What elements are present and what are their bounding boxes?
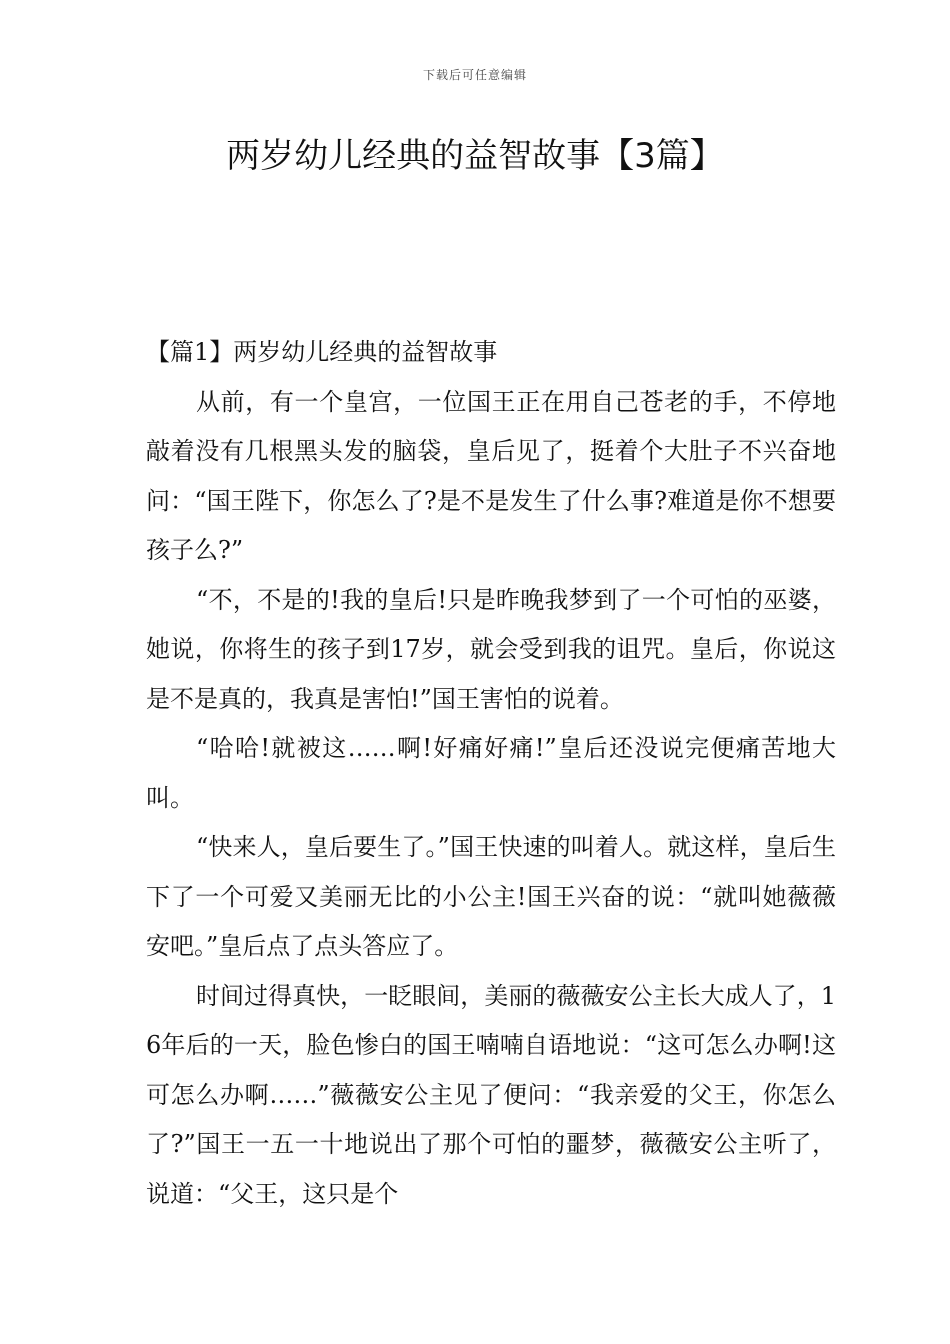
paragraph: “哈哈!就被这……啊!好痛好痛!”皇后还没说完便痛苦地大叫。 — [146, 734, 836, 812]
paragraph: “不，不是的!我的皇后!只是昨晚我梦到了一个可怕的巫婆，她说，你将生的孩子到17岁，就会受到我的诅咒。皇后，你说这是不是真的，我真是害怕!”国王害怕的说着。 — [146, 585, 836, 713]
paragraph: 从前，有一个皇宫，一位国王正在用自己苍老的手，不停地敲着没有几根黑头发的脑袋，皇后见了，挺着个大肚子不兴奋地问：“国王陛下，你怎么了?是不是发生了什么事?难道是你不想要孩子么?” — [146, 387, 836, 564]
paragraph: “快来人，皇后要生了。”国王快速的叫着人。就这样，皇后生下了一个可爱又美丽无比的小公主!国王兴奋的说：“就叫她薇薇安吧。”皇后点了点头答应了。 — [146, 833, 836, 960]
paragraph: 时间过得真快，一眨眼间，美丽的薇薇安公主长大成人了，16年后的一天，脸色惨白的国王喃喃自语地说：“这可怎么办啊!这可怎么办啊……”薇薇安公主见了便问：“我亲爱的父王，你怎么了?”国王一五一十地说出了那个可怕的噩梦，薇薇安公主听了，说道：“父王，这只是个 — [146, 981, 836, 1208]
document-title: 两岁幼儿经典的益智故事【3篇】 — [226, 136, 724, 176]
document-body — [146, 328, 836, 1219]
header-note: 下载后可任意编辑 — [422, 68, 527, 82]
section-heading: 【篇1】两岁幼儿经典的益智故事 — [146, 338, 498, 366]
